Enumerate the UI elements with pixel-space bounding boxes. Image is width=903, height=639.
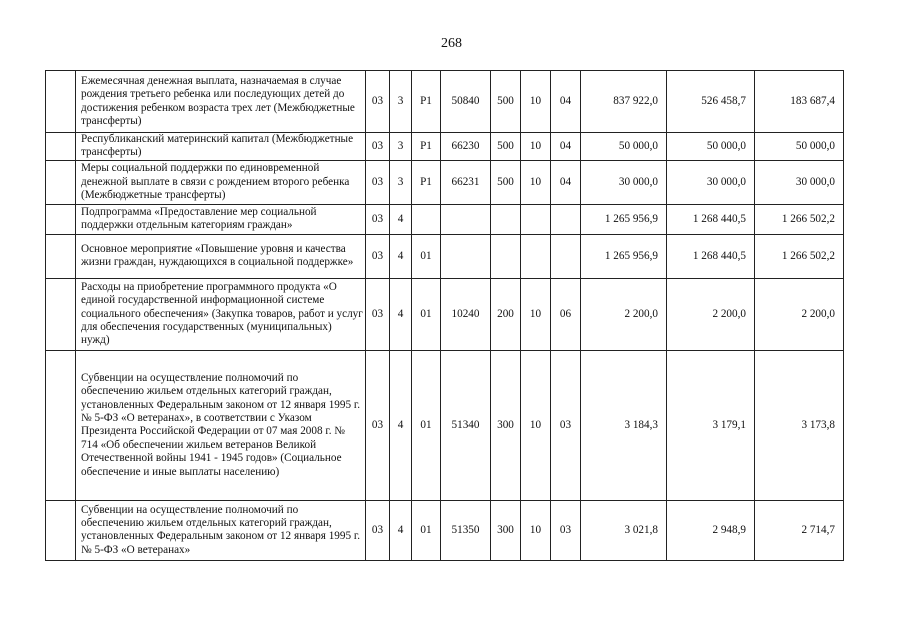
row-blank-cell [46,71,76,133]
row-code-c2: 3 [390,160,412,204]
row-code-c6 [521,204,551,234]
table-row [46,204,844,234]
row-amount-a3: 2 714,7 [755,500,844,560]
row-code-c6: 10 [521,278,551,350]
row-blank-cell [46,500,76,560]
row-code-c1: 03 [366,204,390,234]
row-amount-a1: 2 200,0 [581,278,667,350]
row-amount-a3: 183 687,4 [755,71,844,133]
table-row [46,234,844,278]
row-description: Субвенции на осуществление полномочий по обеспечению жильем отдельных категорий граждан, установленных Федеральным законом от 12 января 1995 г. № 5-ФЗ «О ветеранах», в соответствии с Указом Президента Российской Федерации от 07 мая 2008 г. № 714 «Об обеспечении жильем ветеранов Великой Отечественной войны 1941 - 1945 годов» (Социальное обеспечение и иные выплаты населению) [76,350,366,500]
row-code-c7 [551,234,581,278]
row-blank-cell [46,160,76,204]
row-amount-a2: 1 268 440,5 [667,204,755,234]
row-code-c4: 66231 [441,160,491,204]
row-code-c5: 500 [491,71,521,133]
row-description: Подпрограмма «Предоставление мер социальной поддержки отдельным категориям граждан» [76,204,366,234]
row-amount-a2: 30 000,0 [667,160,755,204]
row-amount-a2: 526 458,7 [667,71,755,133]
row-amount-a3: 1 266 502,2 [755,234,844,278]
row-code-c7: 03 [551,350,581,500]
row-code-c3 [412,204,441,234]
row-description: Республиканский материнский капитал (Межбюджетные трансферты) [76,133,366,161]
row-blank-cell [46,204,76,234]
page-number: 268 [441,36,462,51]
row-code-c5: 300 [491,350,521,500]
row-description: Основное мероприятие «Повышение уровня и качества жизни граждан, нуждающихся в социальной поддержке» [76,234,366,278]
row-code-c1: 03 [366,234,390,278]
row-code-c6: 10 [521,133,551,161]
row-code-c2: 4 [390,500,412,560]
row-code-c6: 10 [521,500,551,560]
row-amount-a2: 1 268 440,5 [667,234,755,278]
row-code-c2: 4 [390,204,412,234]
row-code-c4 [441,234,491,278]
row-code-c6: 10 [521,71,551,133]
row-blank-cell [46,133,76,161]
row-blank-cell [46,234,76,278]
table-row [46,278,844,350]
row-code-c3: 01 [412,350,441,500]
row-amount-a1: 50 000,0 [581,133,667,161]
row-description: Меры социальной поддержки по единовременной денежной выплате в связи с рождением второго ребенка (Межбюджетные трансферты) [76,160,366,204]
row-amount-a3: 3 173,8 [755,350,844,500]
row-code-c7: 04 [551,133,581,161]
row-blank-cell [46,278,76,350]
table-row [46,500,844,560]
row-amount-a1: 30 000,0 [581,160,667,204]
row-code-c1: 03 [366,71,390,133]
table-row [46,71,844,133]
row-code-c6 [521,234,551,278]
row-code-c2: 3 [390,133,412,161]
row-code-c1: 03 [366,278,390,350]
row-amount-a1: 1 265 956,9 [581,234,667,278]
row-amount-a3: 2 200,0 [755,278,844,350]
row-code-c7 [551,204,581,234]
row-description: Ежемесячная денежная выплата, назначаемая в случае рождения третьего ребенка или последующих детей до достижения ребенком возраста трех лет (Межбюджетные трансферты) [76,71,366,133]
row-code-c4: 51350 [441,500,491,560]
row-code-c7: 04 [551,71,581,133]
row-code-c1: 03 [366,133,390,161]
row-amount-a1: 3 184,3 [581,350,667,500]
row-code-c4: 10240 [441,278,491,350]
row-code-c1: 03 [366,500,390,560]
row-code-c6: 10 [521,350,551,500]
row-code-c4 [441,204,491,234]
row-code-c5 [491,234,521,278]
row-code-c5: 500 [491,133,521,161]
row-code-c2: 4 [390,234,412,278]
row-code-c7: 04 [551,160,581,204]
row-code-c2: 4 [390,350,412,500]
row-amount-a1: 837 922,0 [581,71,667,133]
row-code-c6: 10 [521,160,551,204]
row-amount-a2: 50 000,0 [667,133,755,161]
row-blank-cell [46,350,76,500]
row-amount-a2: 2 200,0 [667,278,755,350]
row-amount-a3: 1 266 502,2 [755,204,844,234]
row-code-c1: 03 [366,160,390,204]
budget-table [45,70,844,561]
row-code-c5: 300 [491,500,521,560]
row-code-c3: Р1 [412,71,441,133]
row-code-c3: 01 [412,500,441,560]
row-description: Расходы на приобретение программного продукта «О единой государственной информационной системе социального обеспечения» (Закупка товаров, работ и услуг для обеспечения государственных (муниципальных) нужд) [76,278,366,350]
row-amount-a2: 2 948,9 [667,500,755,560]
table-row [46,350,844,500]
row-code-c5 [491,204,521,234]
row-amount-a1: 3 021,8 [581,500,667,560]
row-code-c3: 01 [412,278,441,350]
row-code-c4: 66230 [441,133,491,161]
row-code-c1: 03 [366,350,390,500]
row-description: Субвенции на осуществление полномочий по обеспечению жильем отдельных категорий граждан, установленных Федеральным законом от 12 января 1995 г. № 5-ФЗ «О ветеранах» [76,500,366,560]
row-code-c5: 200 [491,278,521,350]
row-code-c3: 01 [412,234,441,278]
row-amount-a1: 1 265 956,9 [581,204,667,234]
row-code-c2: 4 [390,278,412,350]
row-amount-a2: 3 179,1 [667,350,755,500]
row-code-c3: Р1 [412,133,441,161]
row-code-c7: 03 [551,500,581,560]
row-code-c7: 06 [551,278,581,350]
row-code-c3: Р1 [412,160,441,204]
table-row [46,160,844,204]
row-code-c4: 50840 [441,71,491,133]
table-row [46,133,844,161]
row-code-c4: 51340 [441,350,491,500]
row-code-c5: 500 [491,160,521,204]
table-body [46,71,844,561]
row-amount-a3: 30 000,0 [755,160,844,204]
row-code-c2: 3 [390,71,412,133]
row-amount-a3: 50 000,0 [755,133,844,161]
